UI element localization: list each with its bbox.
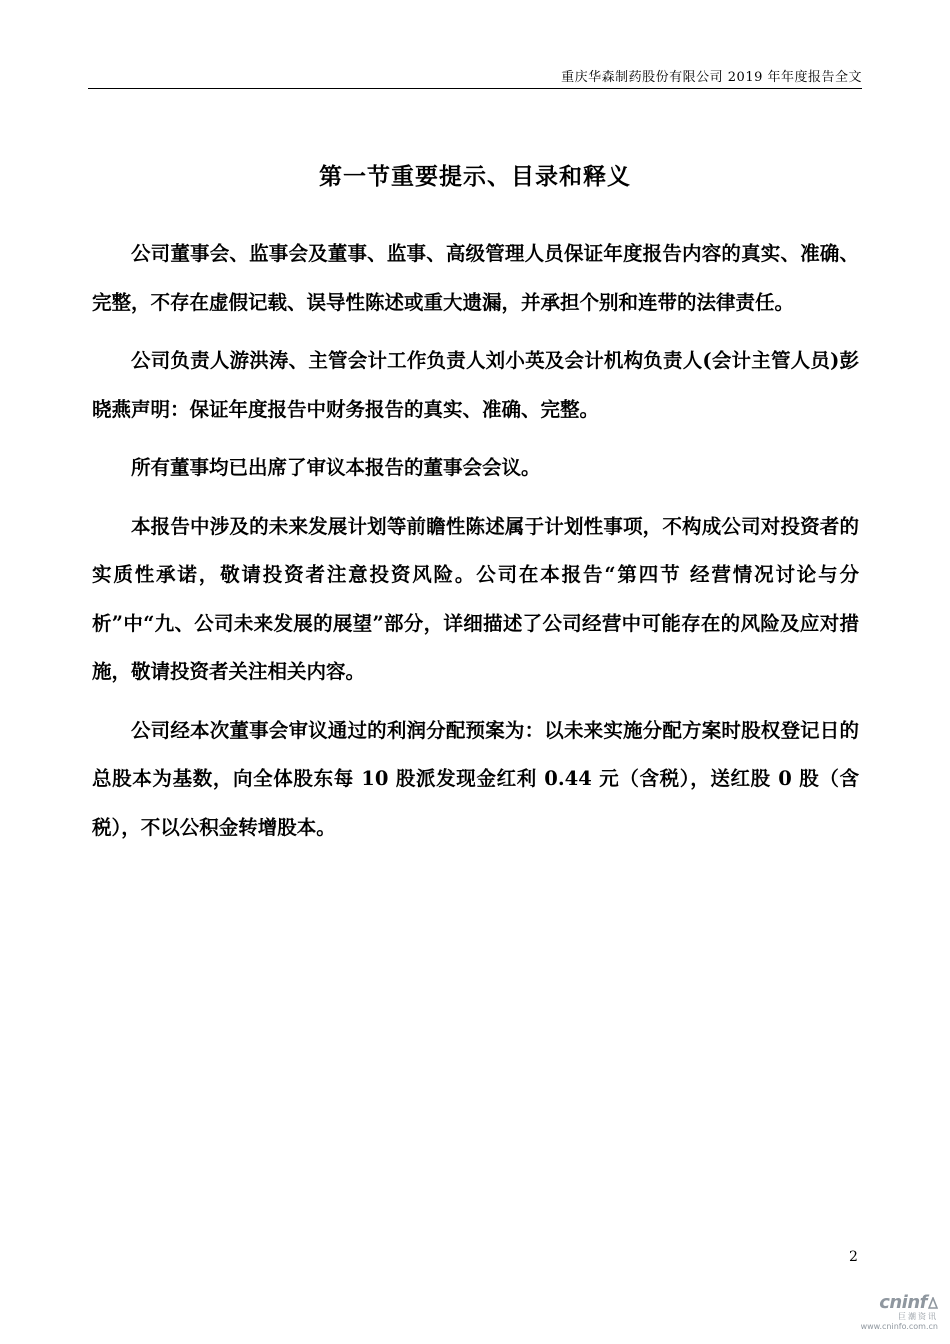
paragraph-board-guarantee: 公司董事会、监事会及董事、监事、高级管理人员保证年度报告内容的真实、准确、完整，不存在虚假记载、误导性陈述或重大遗漏，并承担个别和连带的法律责任。 [92, 242, 859, 314]
header-divider [88, 88, 862, 89]
paragraph-officer-statement: 公司负责人游洪涛、主管会计工作负责人刘小英及会计机构负责人(会计主管人员)彭晓燕声明：保证年度报告中财务报告的真实、准确、完整。 [92, 349, 860, 421]
cninfo-url: www.cninfo.com.cn [860, 1322, 938, 1331]
paragraph-profit-distribution: 公司经本次董事会审议通过的利润分配预案为：以未来实施分配方案时股权登记日的总股本为基数，向全体股东每 10 股派发现金红利 0.44 元（含税），送红股 0 股（含税），不以公积金转增股本。 [92, 718, 859, 839]
cninfo-logo [858, 1294, 938, 1312]
cninfo-watermark [858, 1294, 938, 1332]
cninfo-logo-icon [928, 1297, 938, 1309]
notice-body [92, 230, 859, 862]
cninfo-logo-text: cninf [879, 1292, 927, 1313]
page-number: 2 [849, 1249, 858, 1265]
section-title: 第一节重要提示、目录和释义 [319, 163, 631, 190]
paragraph-attendance: 所有董事均已出席了审议本报告的董事会会议。 [131, 456, 541, 479]
cninfo-logo-subtext: 巨潮资讯 [898, 1312, 938, 1321]
paragraph-forward-looking: 本报告中涉及的未来发展计划等前瞻性陈述属于计划性事项，不构成公司对投资者的实质性承诺，敬请投资者注意投资风险。公司在本报告“第四节 经营情况讨论与分析”中“九、公司未来发展的展望”部分，详细描述了公司经营中可能存在的风险及应对措施，敬请投资者关注相关内容。 [92, 514, 859, 683]
running-header: 重庆华森制药股份有限公司 2019 年年度报告全文 [561, 70, 862, 85]
